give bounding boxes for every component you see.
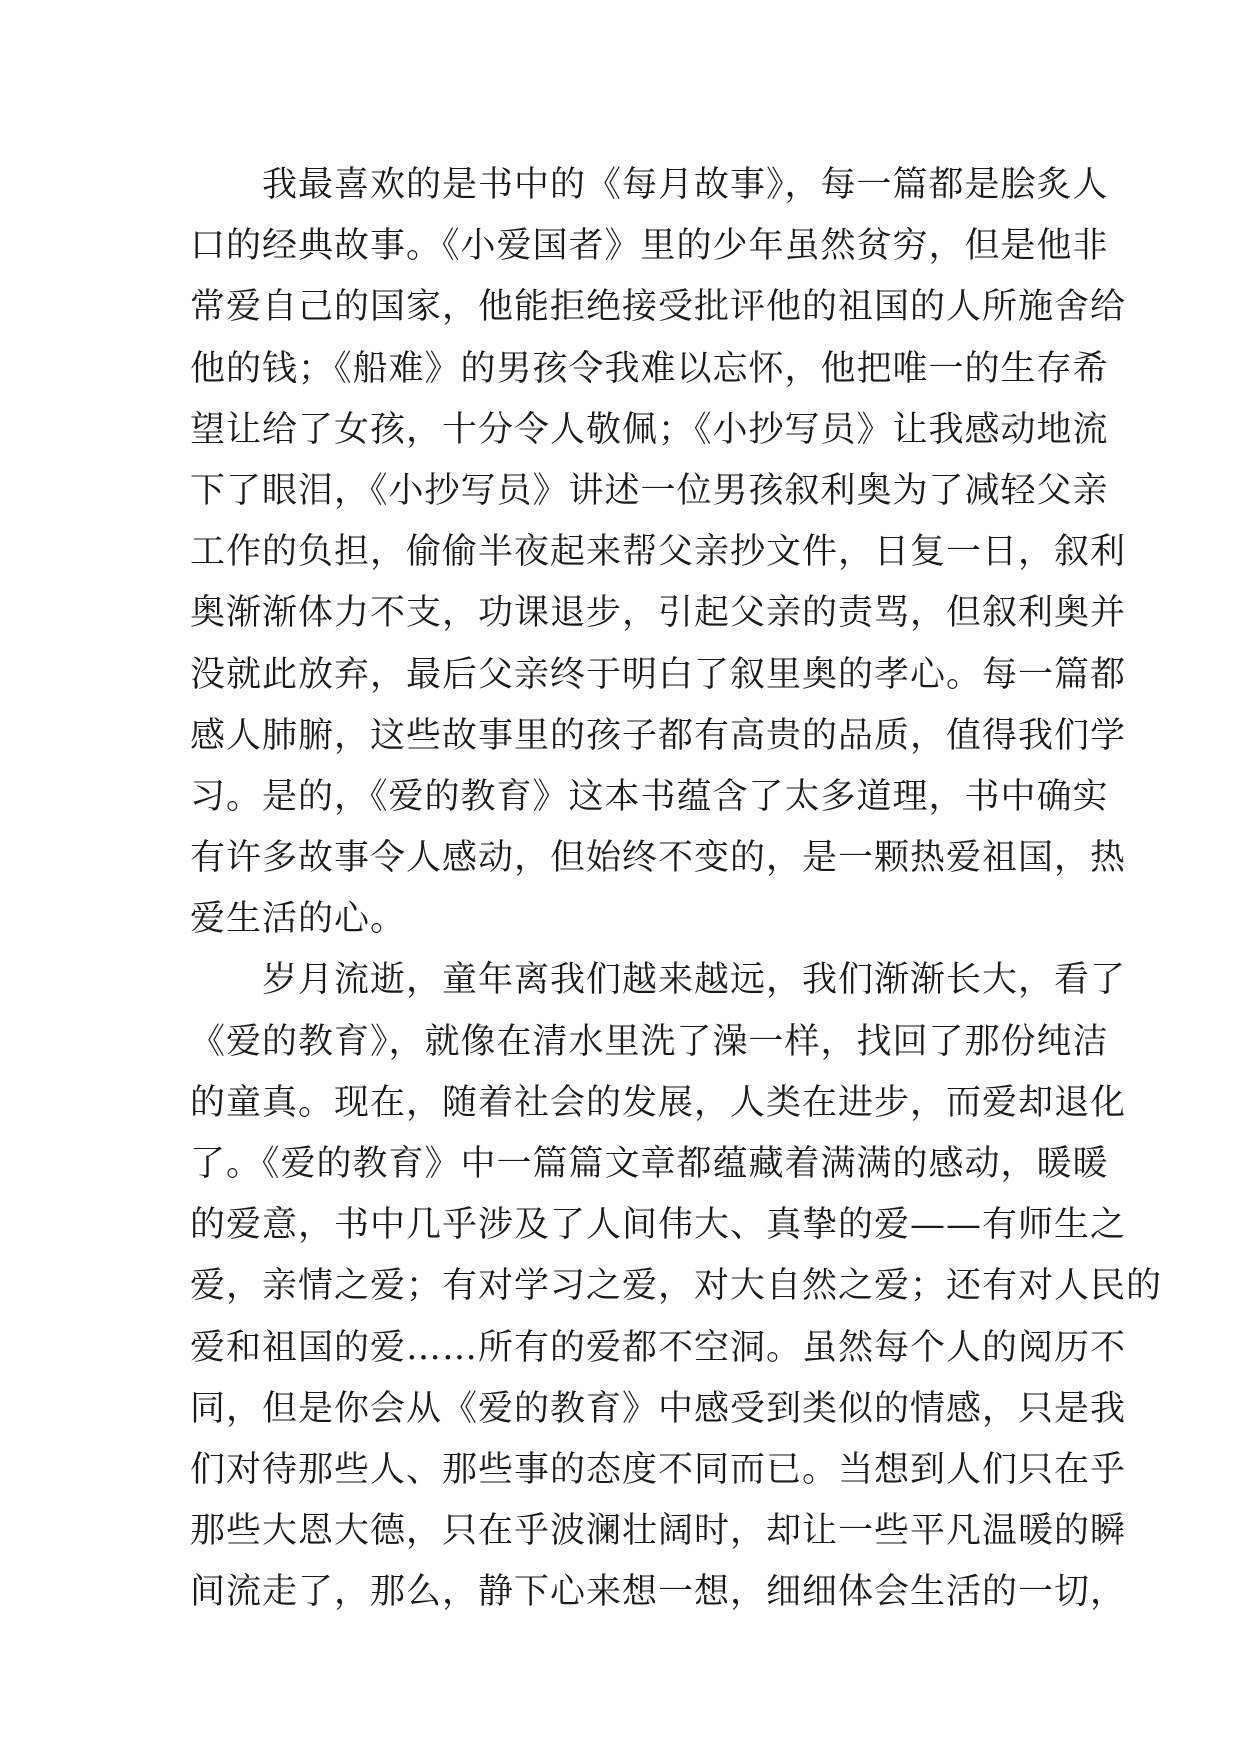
text-line: 们对待那些人、那些事的态度不同而已。当想到人们只在乎 bbox=[190, 1449, 1127, 1490]
text-line: 那些大恩大德，只在乎波澜壮阔时，却让一些平凡温暖的瞬 bbox=[190, 1511, 1127, 1552]
text-line: 没就此放弃，最后父亲终于明白了叙里奥的孝心。每一篇都 bbox=[190, 654, 1127, 695]
text-line: 口的经典故事。《小爱国者》里的少年虽然贫穷，但是他非 bbox=[190, 226, 1109, 267]
text-line: 的童真。现在，随着社会的发展，人类在进步，而爱却退化 bbox=[190, 1082, 1127, 1123]
text-line: 奥渐渐体力不支，功课退步，引起父亲的责骂，但叙利奥并 bbox=[190, 593, 1127, 634]
text-line: 《爱的教育》，就像在清水里洗了澡一样，找回了那份纯洁 bbox=[190, 1021, 1109, 1062]
text-line: 爱生活的心。 bbox=[190, 899, 407, 940]
text-line: 下了眼泪，《小抄写员》讲述一位男孩叙利奥为了减轻父亲 bbox=[190, 470, 1109, 511]
text-line: 常爱自己的国家，他能拒绝接受批评他的祖国的人所施舍给 bbox=[190, 287, 1127, 328]
text-line: 了。《爱的教育》中一篇篇文章都蕴藏着满满的感动，暖暖 bbox=[190, 1144, 1109, 1184]
text-line: 有许多故事令人感动，但始终不变的，是一颗热爱祖国，热 bbox=[190, 838, 1127, 879]
text-line: 他的钱；《船难》的男孩令我难以忘怀，他把唯一的生存希 bbox=[190, 348, 1109, 389]
text-line: 爱，亲情之爱；有对学习之爱，对大自然之爱；还有对人民的 bbox=[190, 1266, 1163, 1307]
text-line: 间流走了，那么，静下心来想一想，细细体会生活的一切， bbox=[190, 1572, 1127, 1613]
text-line: 同，但是你会从《爱的教育》中感受到类似的情感，只是我 bbox=[190, 1388, 1127, 1429]
text-line: 工作的负担，偷偷半夜起来帮父亲抄文件，日复一日，叙利 bbox=[190, 532, 1127, 573]
text-line: 习。是的，《爱的教育》这本书蕴含了太多道理，书中确实 bbox=[190, 776, 1109, 817]
paragraph-2 bbox=[190, 950, 1163, 1623]
text-line: 的爱意，书中几乎涉及了人间伟大、真挚的爱——有师生之 bbox=[190, 1205, 1127, 1246]
text-line: 爱和祖国的爱……所有的爱都不空洞。虽然每个人的阅历不 bbox=[190, 1327, 1127, 1368]
paragraph-1 bbox=[190, 155, 1127, 950]
text-line: 望让给了女孩，十分令人敬佩；《小抄写员》让我感动地流 bbox=[190, 409, 1109, 450]
text-line: 感人肺腑，这些故事里的孩子都有高贵的品质，值得我们学 bbox=[190, 715, 1127, 756]
document-body bbox=[190, 155, 1163, 1624]
text-line: 岁月流逝，童年离我们越来越远，我们渐渐长大，看了 bbox=[190, 960, 1127, 1001]
text-line: 我最喜欢的是书中的《每月故事》，每一篇都是脍炙人 bbox=[190, 165, 1109, 205]
